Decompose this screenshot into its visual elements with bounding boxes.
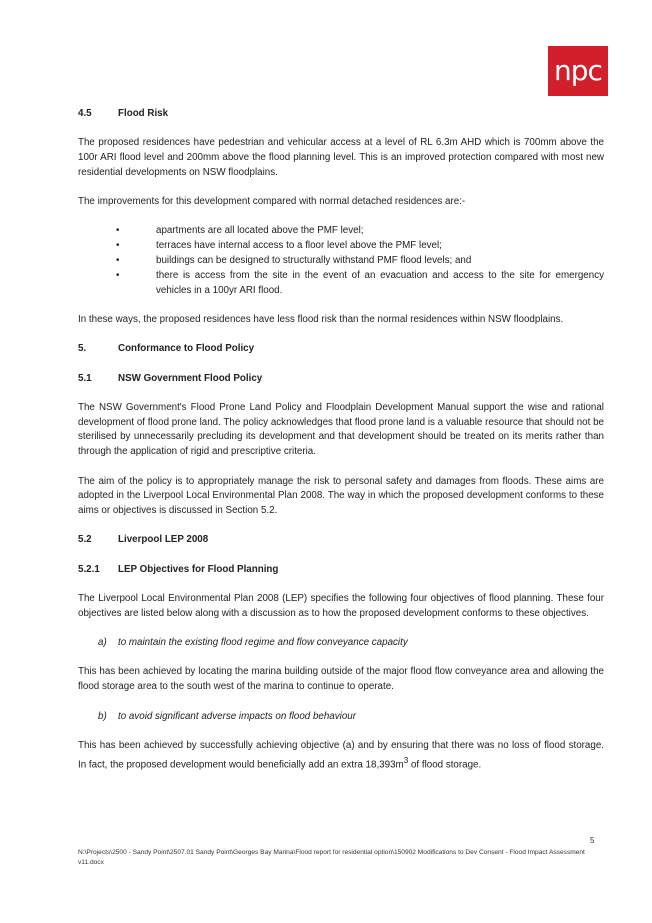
heading-title: Conformance to Flood Policy (118, 343, 255, 355)
page-number: 5 (590, 836, 595, 845)
bullet-icon: • (116, 225, 120, 237)
footer-file-path: N:\Projects\2500 - Sandy Point\2507.01 Sandy Point\Georges Bay Marina\Flood report for residential option\150902 Modifications to Dev Consent - Flood Impact Assessment v11.docx (78, 849, 585, 866)
heading-number: 5.1 (78, 372, 92, 384)
bullet-item: • there is access from the site in the event of an evacuation and access to the site for emergency vehicles in a 100yr ARI flood. (78, 269, 604, 299)
superscript: 3 (403, 755, 409, 765)
npc-logo: npc (548, 46, 608, 96)
bullet-item: • buildings can be designed to structurally withstand PMF flood levels; and (78, 254, 604, 269)
bullet-item: • terraces have internal access to a floor level above the PMF level; (78, 239, 604, 254)
objective-text: to maintain the existing flood regime and flow conveyance capacity (118, 637, 408, 649)
document-body (78, 107, 604, 773)
objective-a (78, 636, 604, 651)
objective-b (78, 710, 604, 725)
objective-label: b) (98, 710, 107, 722)
objective-text: to avoid significant adverse impacts on flood behaviour (118, 710, 356, 722)
heading-4-5 (78, 107, 604, 122)
bullet-icon: • (116, 269, 120, 281)
paragraph: This has been achieved by successfully achieving objective (a) and by ensuring that there was no loss of flood storage. In fact, the proposed development would beneficially add an extra $18,393m^3$ of flood storage. (78, 739, 604, 770)
paragraph: The NSW Government's Flood Prone Land Policy and Floodplain Development Manual support the wise and rational development of flood prone land. The policy acknowledges that flood prone land is a valuable resource that should not be sterilised by unnecessarily precluding its development and that development should be treated on its merits rather than through the application of rigid and prescriptive criteria. (78, 401, 604, 458)
heading-title: LEP Objectives for Flood Planning (118, 563, 279, 575)
bullet-icon: • (116, 255, 120, 267)
paragraph: The aim of the policy is to appropriately manage the risk to personal safety and damages from floods. These aims are adopted in the Liverpool Local Environmental Plan 2008. The way in which the proposed development conforms to these aims or objectives is discussed in Section 5.2. (78, 475, 604, 517)
heading-number: 5.2.1 (78, 563, 100, 575)
paragraph: The proposed residences have pedestrian and vehicular access at a level of RL 6.3m AHD which is 700mm above the 100r ARI flood level and 200mm above the flood planning level. This is an improved protection compared with most new residential developments on NSW floodplains. (78, 137, 604, 178)
paragraph: This has been achieved by locating the marina building outside of the major flood flow conveyance area and allowing the flood storage area to the south west of the marina to continue to operate. (78, 666, 604, 693)
paragraph: In these ways, the proposed residences have less flood risk than the normal residences within NSW floodplains. (78, 313, 564, 325)
heading-title: Flood Risk (118, 108, 169, 119)
heading-title: Liverpool LEP 2008 (118, 534, 209, 546)
heading-number: 4.5 (78, 108, 92, 119)
heading-number: 5.2 (78, 534, 92, 546)
paragraph: The Liverpool Local Environmental Plan 2008 (LEP) specifies the following four objectives of flood planning. These four objectives are listed below along with a discussion as to how the proposed development conforms to these objectives. (78, 593, 604, 619)
heading-5-2 (78, 533, 604, 548)
bullet-item: • apartments are all located above the PMF level; (78, 224, 604, 239)
heading-5-1 (78, 372, 604, 387)
bullet-list (78, 224, 604, 298)
objective-label: a) (98, 637, 107, 649)
heading-number: 5. (78, 343, 87, 355)
heading-5-2-1 (78, 563, 604, 578)
bullet-icon: • (116, 240, 120, 252)
heading-title: NSW Government Flood Policy (118, 372, 263, 384)
heading-5 (78, 342, 604, 357)
paragraph: The improvements for this development compared with normal detached residences are:- (78, 196, 466, 208)
